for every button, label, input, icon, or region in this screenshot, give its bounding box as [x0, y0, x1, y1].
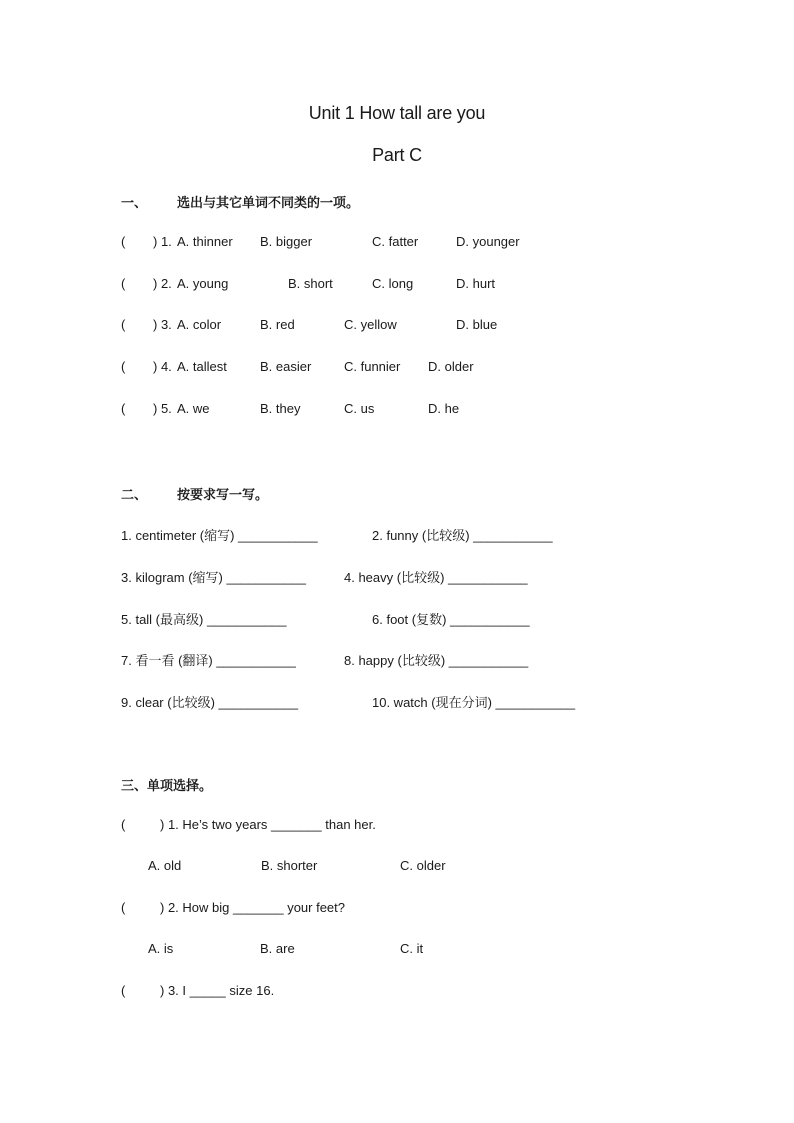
option-c: C. long: [372, 276, 414, 291]
fill-item[interactable]: 3. kilogram (缩写) ___________: [121, 570, 306, 585]
item-number: ) 3.: [153, 317, 172, 332]
option-b: B. bigger: [260, 234, 313, 249]
section-2-instruction: 按要求写一写。: [177, 487, 269, 502]
option-a: A. thinner: [177, 234, 233, 249]
option-b: B. are: [260, 941, 295, 956]
option-c: C. fatter: [372, 234, 419, 249]
fill-item[interactable]: 4. heavy (比较级) ___________: [344, 570, 528, 585]
fill-item[interactable]: 5. tall (最高级) ___________: [121, 612, 287, 627]
answer-paren[interactable]: (: [121, 276, 126, 291]
fill-item[interactable]: 10. watch (现在分词) ___________: [372, 695, 576, 710]
option-a: A. color: [177, 317, 222, 332]
answer-paren[interactable]: (: [121, 983, 126, 998]
item-number: ) 5.: [153, 401, 172, 416]
page-title: Unit 1 How tall are you: [308, 103, 486, 123]
option-b: B. short: [288, 276, 333, 291]
option-d: D. he: [428, 401, 460, 416]
option-b: B. shorter: [261, 858, 318, 873]
section-1-number: 一、: [121, 195, 148, 210]
option-c: C. it: [400, 941, 424, 956]
item-number: ) 4.: [153, 359, 172, 374]
answer-paren[interactable]: (: [121, 234, 126, 249]
option-b: B. easier: [260, 359, 312, 374]
item-number: ) 2.: [153, 276, 172, 291]
option-a: A. old: [148, 858, 182, 873]
answer-paren[interactable]: (: [121, 401, 126, 416]
option-a: A. we: [177, 401, 210, 416]
option-b: B. they: [260, 401, 301, 416]
option-c: C. older: [400, 858, 446, 873]
answer-paren[interactable]: (: [121, 900, 126, 915]
option-a: A. young: [177, 276, 229, 291]
option-a: A. is: [148, 941, 174, 956]
question-stem: ) 3. I _____ size 16.: [160, 983, 275, 998]
question-stem: ) 1. He’s two years _______ than her.: [160, 817, 376, 832]
option-b: B. red: [260, 317, 295, 332]
option-d: D. younger: [456, 234, 520, 249]
fill-item[interactable]: 6. foot (复数) ___________: [372, 612, 530, 627]
question-stem: ) 2. How big _______ your feet?: [160, 900, 346, 915]
fill-item[interactable]: 8. happy (比较级) ___________: [344, 653, 529, 668]
fill-item[interactable]: 9. clear (比较级) ___________: [121, 695, 299, 710]
section-2-heading: [121, 484, 268, 503]
option-a: A. tallest: [177, 359, 227, 374]
section-2-number: 二、: [121, 487, 148, 502]
fill-item[interactable]: 1. centimeter (缩写) ___________: [121, 528, 318, 543]
option-d: D. blue: [456, 317, 498, 332]
fill-item[interactable]: 2. funny (比较级) ___________: [372, 528, 553, 543]
answer-paren[interactable]: (: [121, 317, 126, 332]
option-c: C. us: [344, 401, 375, 416]
option-d: D. hurt: [456, 276, 496, 291]
item-number: ) 1.: [153, 234, 172, 249]
option-c: C. funnier: [344, 359, 401, 374]
fill-item[interactable]: 7. 看一看 (翻译) ___________: [121, 653, 296, 668]
option-c: C. yellow: [344, 317, 397, 332]
answer-paren[interactable]: (: [121, 817, 126, 832]
section-1-instruction: 选出与其它单词不同类的一项。: [177, 195, 360, 210]
section-1-heading: [121, 192, 359, 211]
page-subtitle: Part C: [372, 145, 422, 165]
section-3-heading: 三、单项选择。: [121, 778, 213, 793]
option-d: D. older: [428, 359, 474, 374]
answer-paren[interactable]: (: [121, 359, 126, 374]
